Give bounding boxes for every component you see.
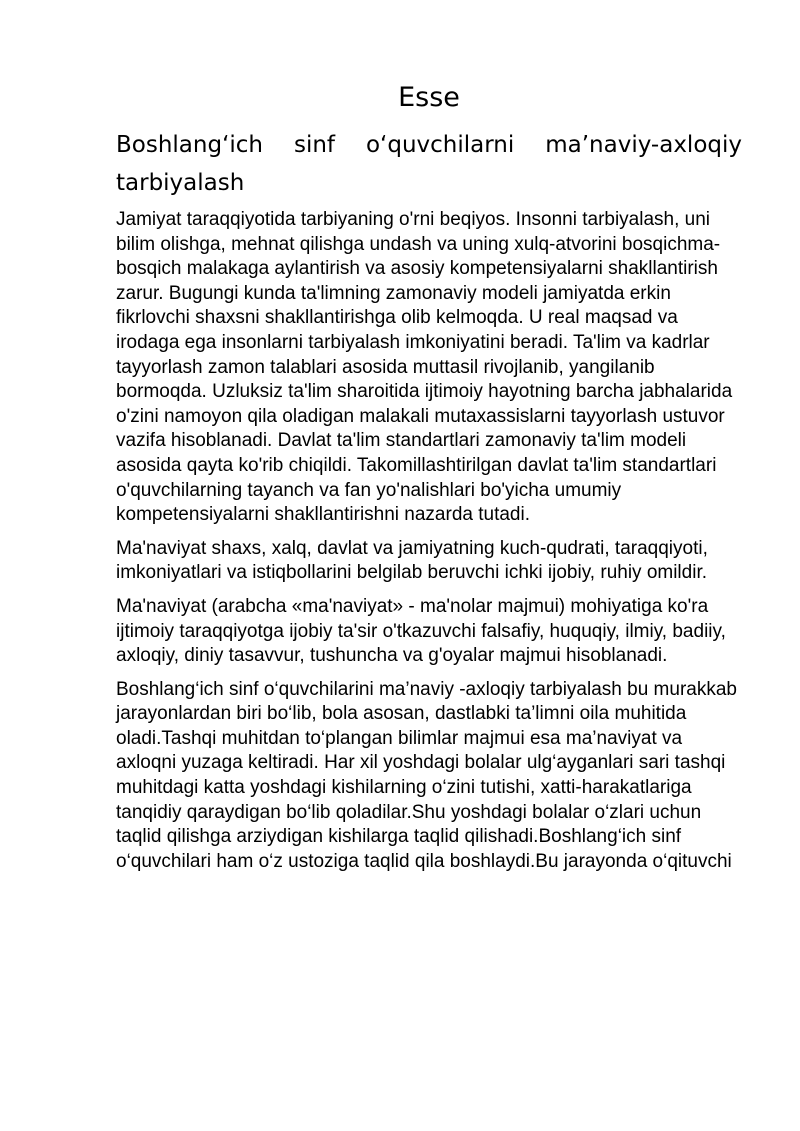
document-page: [116, 78, 742, 883]
document-title: Esse: [398, 82, 460, 113]
paragraph-2: Ma'naviyat shaxs, xalq, davlat va jamiyatning kuch-qudrati, taraqqiyoti, imkoniyatlari va istiqbollarini belgilab beruvchi ichki ijobiy, ruhiy omildir.: [116, 537, 708, 584]
paragraph-3: Ma'naviyat (arabcha «ma'naviyat» - ma'nolar majmui) mohiyatiga ko'ra ijtimoiy taraqqiyotga ijobiy ta'sir o'tkazuvchi falsafiy, huquqiy, ilmiy, badiiy, axloqiy, diniy tasavvur, tushuncha va g'oyalar majmui hisoblanadi.: [116, 595, 726, 667]
paragraph-1: Jamiyat taraqqiyotida tarbiyaning o'rni beqiyos. Insonni tarbiyalash, uni bilim olishga, mehnat qilishga undash va uning xulq-atvorini bosqichma-bosqich malakaga aylantirish va asosiy kompetensiyalarni shakllantirish zarur. Bugungi kunda ta'limning zamonaviy modeli jamiyatda erkin fikrlovchi shaxsni shakllantirishga olib kelmoqda. U real maqsad va irodaga ega insonlarni tarbiyalash imkoniyatini beradi. Ta'lim va kadrlar tayyorlash zamon talablari asosida muttasil rivojlanib, yangilanib bormoqda. Uzluksiz ta'lim sharoitida ijtimoiy hayotning barcha jabhalarida o'zini namoyon qila oladigan malakali mutaxassislarni tayyorlash ustuvor vazifa hisoblanadi. Davlat ta'lim standartlari zamonaviy ta'lim modeli asosida qayta ko'rib chiqildi. Takomillashtirilgan davlat ta'lim standartlari o'quvchilarning tayanch va fan yo'nalishlari bo'yicha umumiy kompetensiyalarni shakllantirishni nazarda tutadi.: [116, 209, 733, 526]
document-subtitle: Boshlang‘ich sinf o‘quvchilarni ma’naviy-axloqiy tarbiyalash: [116, 132, 742, 196]
paragraph-4: Boshlang‘ich sinf o‘quvchilarini ma’naviy -axloqiy tarbiyalash bu murakkab jarayonlardan biri bo‘lib, bola asosan, dastlabki ta’limni oila muhitida oladi.Tashqi muhitdan to‘plangan bilimlar majmui esa ma’naviyat va axloqni yuzaga keltiradi. Har xil yoshdagi bolalar ulg‘ayganlari sari tashqi muhitdagi katta yoshdagi kishilarning o‘zini tutishi, xatti-harakatlariga tanqidiy qaraydigan bo‘lib qoladilar.Shu yoshdagi bolalar o‘zlari uchun taqlid qilishga arziydigan kishilarga taqlid qilishadi.Boshlang‘ich sinf o‘quvchilari ham o‘z ustoziga taqlid qila boshlaydi.Bu jarayonda o‘qituvchi: [116, 678, 737, 872]
